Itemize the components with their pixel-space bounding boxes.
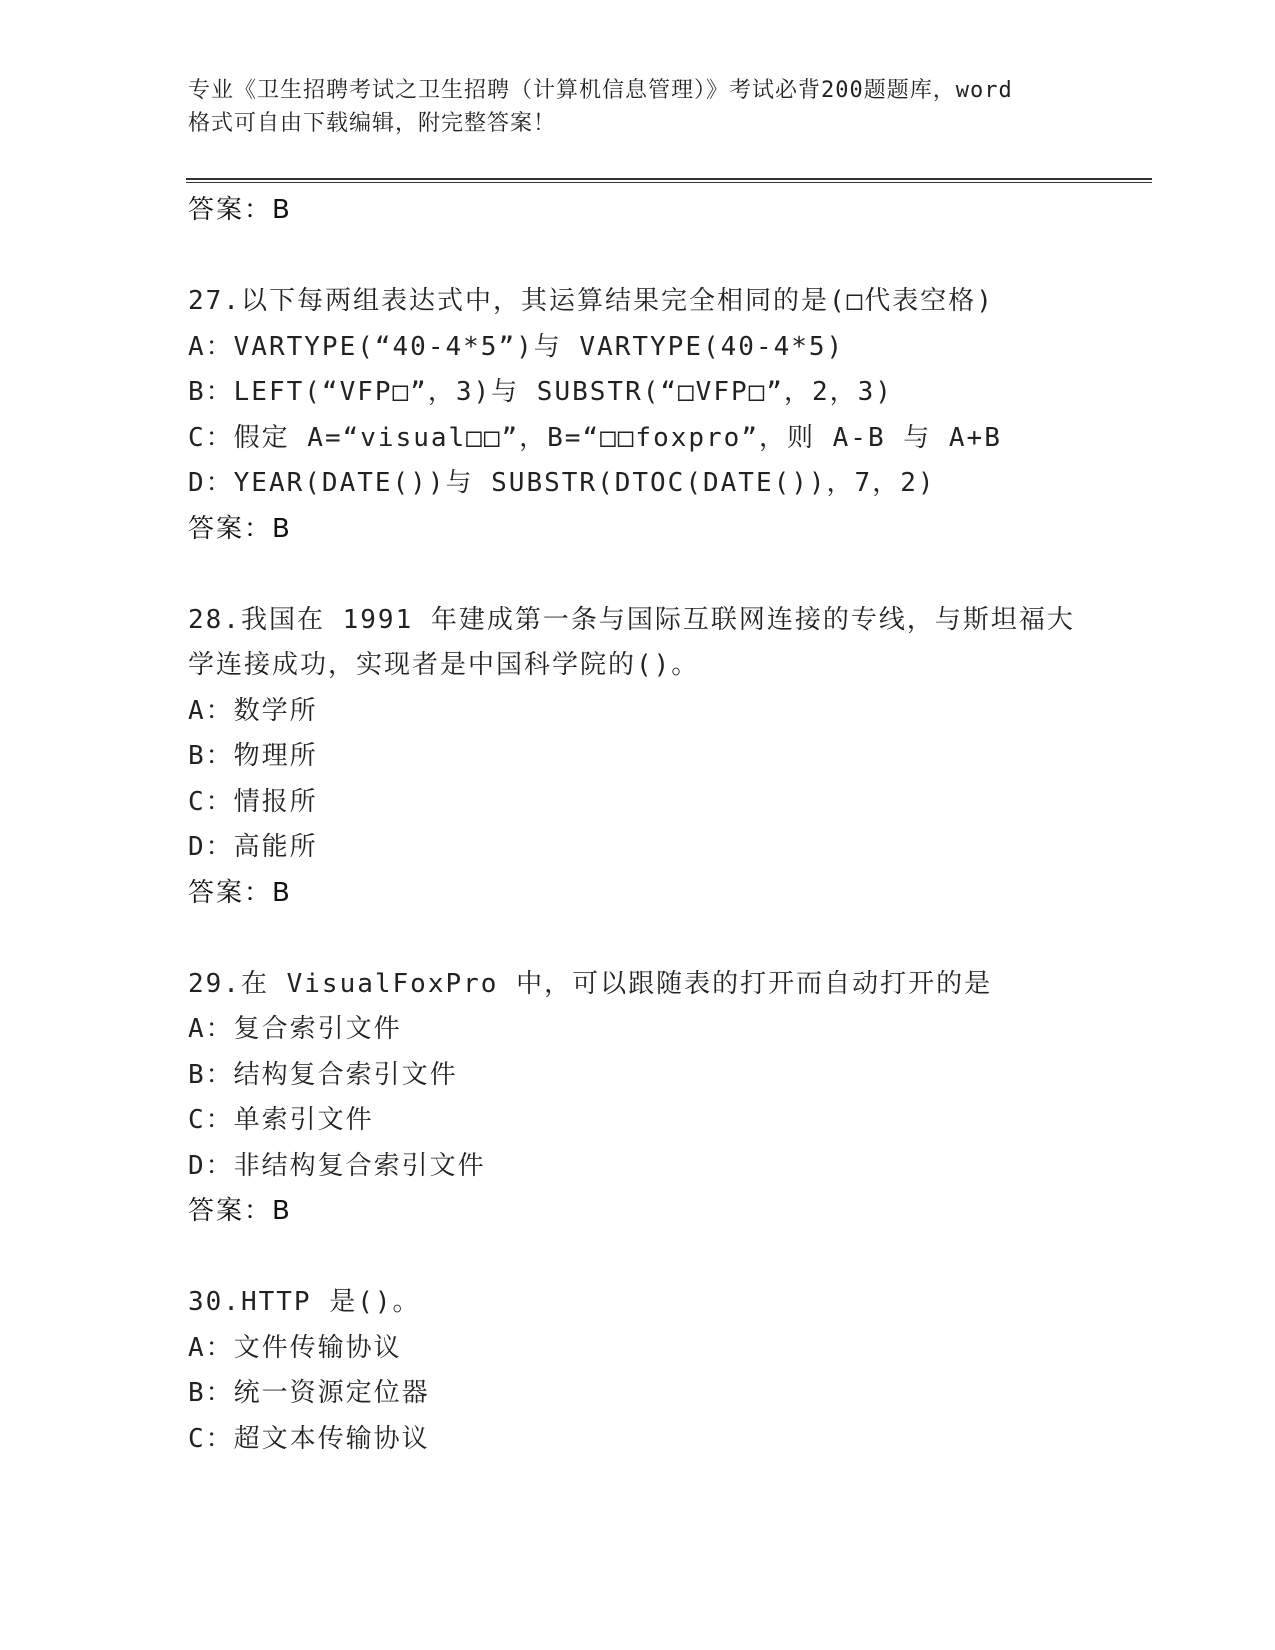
header-line-2: 格式可自由下载编辑，附完整答案！ [188, 111, 557, 136]
question-28 [188, 598, 1148, 917]
option-b: B：物理所 [188, 741, 318, 771]
header-divider-thin [186, 182, 1152, 183]
option-b: B：LEFT(“VFP□”，3)与 SUBSTR(“□VFP□”，2，3) [188, 377, 893, 407]
answer: 答案：B [188, 513, 292, 544]
question-text: 29.在 VisualFoxPro 中，可以跟随表的打开而自动打开的是 [188, 968, 993, 999]
option-b: B：统一资源定位器 [188, 1378, 430, 1408]
question-text: 学连接成功，实现者是中国科学院的()。 [188, 650, 700, 680]
question-text: 30.HTTP 是()。 [188, 1287, 421, 1317]
option-a: A：文件传输协议 [188, 1332, 402, 1363]
option-a: A：VARTYPE(“40-4*5”)与 VARTYPE(40-4*5) [188, 331, 845, 362]
answer: 答案：B [188, 877, 292, 908]
option-c: C：假定 A=“visual□□”，B=“□□foxpro”，则 A-B 与 A+B [188, 422, 1002, 453]
answer: 答案：B [188, 1196, 292, 1226]
option-d: D：YEAR(DATE())与 SUBSTR(DTOC(DATE())，7，2) [188, 468, 936, 498]
option-a: A：数学所 [188, 695, 318, 726]
spacer [188, 916, 1148, 962]
option-c: C：情报所 [188, 786, 318, 817]
option-d: D：高能所 [188, 832, 318, 862]
question-29 [188, 962, 1148, 1235]
option-b: B：结构复合索引文件 [188, 1059, 458, 1090]
option-c: C：超文本传输协议 [188, 1423, 430, 1454]
option-d: D：非结构复合索引文件 [188, 1150, 486, 1181]
question-text: 28.我国在 1991 年建成第一条与国际互联网连接的专线，与斯坦福大 [188, 604, 1075, 635]
question-30 [188, 1280, 1148, 1462]
spacer [188, 552, 1148, 598]
page-header [188, 74, 1088, 140]
spacer [188, 234, 1148, 280]
option-a: A：复合索引文件 [188, 1014, 402, 1044]
document-body [188, 188, 1148, 1462]
option-c: C：单索引文件 [188, 1105, 374, 1135]
spacer [188, 1235, 1148, 1281]
header-line-1: 专业《卫生招聘考试之卫生招聘（计算机信息管理）》考试必背200题题库，word [188, 78, 1013, 103]
previous-answer: 答案：B [188, 195, 292, 225]
question-27 [188, 279, 1148, 552]
header-divider [186, 178, 1152, 180]
question-text: 27.以下每两组表达式中，其运算结果完全相同的是(□代表空格) [188, 286, 994, 316]
